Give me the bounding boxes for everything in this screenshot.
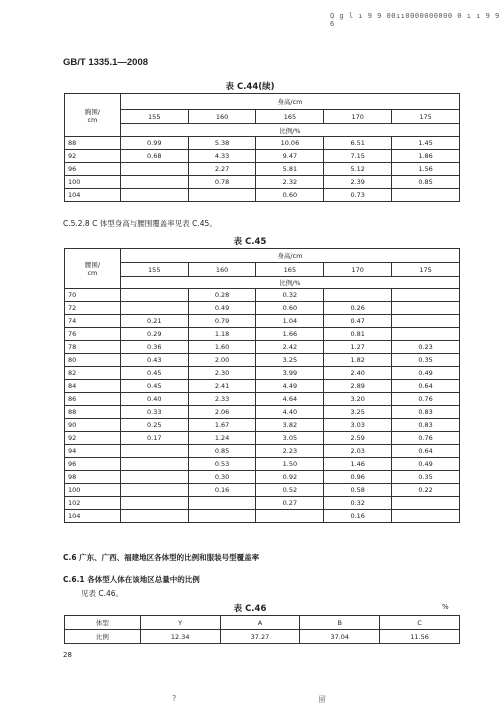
value-cell: 9.47 (256, 150, 324, 163)
table-c46-header-row (65, 616, 460, 630)
table-row (65, 328, 460, 341)
value-cell (120, 497, 188, 510)
table-row (65, 367, 460, 380)
value-cell (120, 189, 188, 202)
value-cell: 0.47 (324, 315, 392, 328)
value-cell (392, 289, 460, 302)
value-cell (120, 458, 188, 471)
height-175-header: 175 (392, 110, 460, 124)
value-cell: 1.46 (324, 458, 392, 471)
value-cell: 0.83 (392, 419, 460, 432)
waist-cell: 90 (65, 419, 121, 432)
table-c45-caption: 表 C.45 (233, 237, 267, 247)
table-c44-row-header (65, 94, 121, 137)
value-cell: 0.32 (256, 289, 324, 302)
value-cell (120, 484, 188, 497)
value-cell (188, 497, 256, 510)
value-cell (188, 189, 256, 202)
value-cell: 0.40 (120, 393, 188, 406)
ratio-value-cell: 11.56 (380, 630, 460, 644)
value-cell: 1.04 (256, 315, 324, 328)
value-cell (392, 510, 460, 523)
ratio-value-cell: 12.34 (140, 630, 220, 644)
value-cell: 1.50 (256, 458, 324, 471)
table-c46-values-row (65, 630, 460, 644)
ratio-value-cell: 37.27 (220, 630, 300, 644)
value-cell: 4.40 (256, 406, 324, 419)
value-cell: 1.82 (324, 354, 392, 367)
type-B-header: B (300, 616, 380, 630)
value-cell (392, 497, 460, 510)
heading-c61: C.6.1 各体型人体在该地区总量中的比例 (63, 575, 200, 584)
chest-cell: 100 (65, 176, 121, 189)
footer-mark-1: ? (172, 694, 177, 703)
table-row (65, 458, 460, 471)
value-cell: 3.03 (324, 419, 392, 432)
value-cell: 6.51 (324, 137, 392, 150)
height-160-header: 160 (188, 263, 256, 277)
row-header-text: 腰围/ cm (84, 261, 101, 277)
table-c46-header-label: 体型 (65, 616, 141, 630)
value-cell (120, 445, 188, 458)
value-cell: 2.23 (256, 445, 324, 458)
value-cell: 0.78 (188, 176, 256, 189)
waist-cell: 98 (65, 471, 121, 484)
type-C-header: C (380, 616, 460, 630)
table-c44-ratio-header: 比例/% (120, 124, 459, 137)
type-Y-header: Y (140, 616, 220, 630)
table-row (65, 510, 460, 523)
value-cell: 0.23 (392, 341, 460, 354)
value-cell: 2.03 (324, 445, 392, 458)
value-cell: 2.42 (256, 341, 324, 354)
table-row (65, 137, 460, 150)
value-cell (256, 510, 324, 523)
chest-cell: 88 (65, 137, 121, 150)
value-cell: 0.60 (256, 189, 324, 202)
value-cell: 2.32 (256, 176, 324, 189)
value-cell: 0.52 (256, 484, 324, 497)
table-c46-unit: % (442, 603, 449, 611)
waist-cell: 104 (65, 510, 121, 523)
value-cell: 0.45 (120, 367, 188, 380)
table-c44-body (65, 137, 460, 202)
value-cell: 2.40 (324, 367, 392, 380)
table-row (65, 354, 460, 367)
height-155-header: 155 (120, 263, 188, 277)
value-cell (392, 189, 460, 202)
value-cell: 2.00 (188, 354, 256, 367)
table-row (65, 341, 460, 354)
value-cell: 2.39 (324, 176, 392, 189)
value-cell: 0.16 (324, 510, 392, 523)
waist-cell: 92 (65, 432, 121, 445)
value-cell: 1.66 (256, 328, 324, 341)
height-165-header: 165 (256, 263, 324, 277)
height-170-header: 170 (324, 110, 392, 124)
table-c46-row-label: 比例 (65, 630, 141, 644)
standard-number: GB/T 1335.1—2008 (63, 57, 149, 68)
value-cell: 0.79 (188, 315, 256, 328)
value-cell: 2.89 (324, 380, 392, 393)
value-cell: 5.38 (188, 137, 256, 150)
value-cell: 1.18 (188, 328, 256, 341)
value-cell: 0.53 (188, 458, 256, 471)
ratio-value-cell: 37.04 (300, 630, 380, 644)
waist-cell: 72 (65, 302, 121, 315)
value-cell: 0.68 (120, 150, 188, 163)
value-cell: 0.83 (392, 406, 460, 419)
value-cell: 1.86 (392, 150, 460, 163)
value-cell (188, 510, 256, 523)
table-row (65, 163, 460, 176)
value-cell: 0.49 (392, 458, 460, 471)
waist-cell: 102 (65, 497, 121, 510)
table-row (65, 380, 460, 393)
chest-cell: 92 (65, 150, 121, 163)
value-cell: 0.76 (392, 432, 460, 445)
value-cell: 3.20 (324, 393, 392, 406)
value-cell (392, 328, 460, 341)
value-cell: 0.25 (120, 419, 188, 432)
height-165-header: 165 (256, 110, 324, 124)
value-cell: 0.21 (120, 315, 188, 328)
chest-cell: 104 (65, 189, 121, 202)
table-row (65, 302, 460, 315)
table-row (65, 432, 460, 445)
value-cell: 0.17 (120, 432, 188, 445)
value-cell: 4.49 (256, 380, 324, 393)
value-cell: 3.82 (256, 419, 324, 432)
footer-mark-2: 留 (318, 695, 326, 704)
value-cell: 0.92 (256, 471, 324, 484)
table-row (65, 393, 460, 406)
value-cell: 0.35 (392, 354, 460, 367)
value-cell: 0.45 (120, 380, 188, 393)
table-row (65, 419, 460, 432)
value-cell: 1.67 (188, 419, 256, 432)
table-c44 (64, 93, 460, 202)
value-cell: 2.41 (188, 380, 256, 393)
table-c44-heights-row (65, 110, 460, 124)
value-cell: 0.33 (120, 406, 188, 419)
waist-cell: 76 (65, 328, 121, 341)
table-row (65, 497, 460, 510)
value-cell: 0.85 (392, 176, 460, 189)
value-cell: 0.81 (324, 328, 392, 341)
value-cell: 2.30 (188, 367, 256, 380)
value-cell: 2.27 (188, 163, 256, 176)
para-c61: 见表 C.46。 (81, 589, 124, 598)
height-175-header: 175 (392, 263, 460, 277)
waist-cell: 84 (65, 380, 121, 393)
para-c528: C.5.2.8 C 体型身高与腰围覆盖率见表 C.45。 (63, 219, 217, 228)
value-cell: 0.32 (324, 497, 392, 510)
scan-code: Q g l ı 9 9 00ıı0000000000 0 ı ı 9 9 6 (330, 12, 500, 28)
table-c45-ratio-header: 比例/% (120, 277, 459, 289)
table-row (65, 484, 460, 497)
table-row (65, 289, 460, 302)
waist-cell: 70 (65, 289, 121, 302)
value-cell: 0.30 (188, 471, 256, 484)
chest-cell: 96 (65, 163, 121, 176)
value-cell: 0.16 (188, 484, 256, 497)
value-cell: 0.60 (256, 302, 324, 315)
value-cell: 2.59 (324, 432, 392, 445)
table-c46 (64, 615, 460, 644)
value-cell: 0.73 (324, 189, 392, 202)
value-cell: 0.22 (392, 484, 460, 497)
table-c46-caption: 表 C.46 (233, 604, 267, 614)
value-cell: 0.26 (324, 302, 392, 315)
value-cell: 0.35 (392, 471, 460, 484)
value-cell: 3.25 (256, 354, 324, 367)
height-170-header: 170 (324, 263, 392, 277)
value-cell: 0.58 (324, 484, 392, 497)
value-cell: 0.96 (324, 471, 392, 484)
value-cell: 0.27 (256, 497, 324, 510)
value-cell: 2.33 (188, 393, 256, 406)
value-cell: 4.33 (188, 150, 256, 163)
waist-cell: 82 (65, 367, 121, 380)
waist-cell: 80 (65, 354, 121, 367)
value-cell (120, 302, 188, 315)
heading-c6: C.6 广东、广西、福建地区各体型的比例和服装号型覆盖率 (63, 553, 260, 562)
value-cell: 0.28 (188, 289, 256, 302)
value-cell: 0.29 (120, 328, 188, 341)
value-cell: 0.85 (188, 445, 256, 458)
value-cell (120, 471, 188, 484)
row-header-text: 胸围/ cm (84, 107, 101, 124)
value-cell: 0.43 (120, 354, 188, 367)
value-cell: 0.49 (188, 302, 256, 315)
value-cell (120, 289, 188, 302)
waist-cell: 88 (65, 406, 121, 419)
value-cell: 10.06 (256, 137, 324, 150)
waist-cell: 100 (65, 484, 121, 497)
value-cell: 3.25 (324, 406, 392, 419)
value-cell: 0.49 (392, 367, 460, 380)
page-number: 28 (63, 651, 72, 659)
table-c44-height-header: 身高/cm (120, 94, 459, 110)
table-row (65, 445, 460, 458)
table-row (65, 406, 460, 419)
value-cell: 1.45 (392, 137, 460, 150)
table-c44-caption: 表 C.44(续) (225, 82, 275, 92)
value-cell: 7.15 (324, 150, 392, 163)
value-cell (120, 163, 188, 176)
height-160-header: 160 (188, 110, 256, 124)
table-c45-height-header: 身高/cm (120, 249, 459, 263)
value-cell: 1.60 (188, 341, 256, 354)
type-A-header: A (220, 616, 300, 630)
table-row (65, 150, 460, 163)
value-cell: 0.64 (392, 380, 460, 393)
table-row (65, 315, 460, 328)
waist-cell: 78 (65, 341, 121, 354)
table-c45-heights-row (65, 263, 460, 277)
value-cell (120, 176, 188, 189)
value-cell: 1.27 (324, 341, 392, 354)
value-cell (392, 315, 460, 328)
value-cell: 0.76 (392, 393, 460, 406)
table-row (65, 176, 460, 189)
value-cell: 3.05 (256, 432, 324, 445)
value-cell: 0.36 (120, 341, 188, 354)
value-cell: 2.06 (188, 406, 256, 419)
value-cell: 5.12 (324, 163, 392, 176)
waist-cell: 74 (65, 315, 121, 328)
table-c45-row-header (65, 249, 121, 289)
table-c45-body (65, 289, 460, 523)
value-cell: 0.99 (120, 137, 188, 150)
value-cell: 1.56 (392, 163, 460, 176)
height-155-header: 155 (120, 110, 188, 124)
value-cell: 4.64 (256, 393, 324, 406)
value-cell: 0.64 (392, 445, 460, 458)
value-cell: 5.81 (256, 163, 324, 176)
value-cell: 1.24 (188, 432, 256, 445)
waist-cell: 86 (65, 393, 121, 406)
waist-cell: 96 (65, 458, 121, 471)
value-cell (392, 302, 460, 315)
value-cell (120, 510, 188, 523)
value-cell: 3.99 (256, 367, 324, 380)
waist-cell: 94 (65, 445, 121, 458)
value-cell (324, 289, 392, 302)
table-row (65, 189, 460, 202)
table-row (65, 471, 460, 484)
table-c45 (64, 248, 460, 523)
